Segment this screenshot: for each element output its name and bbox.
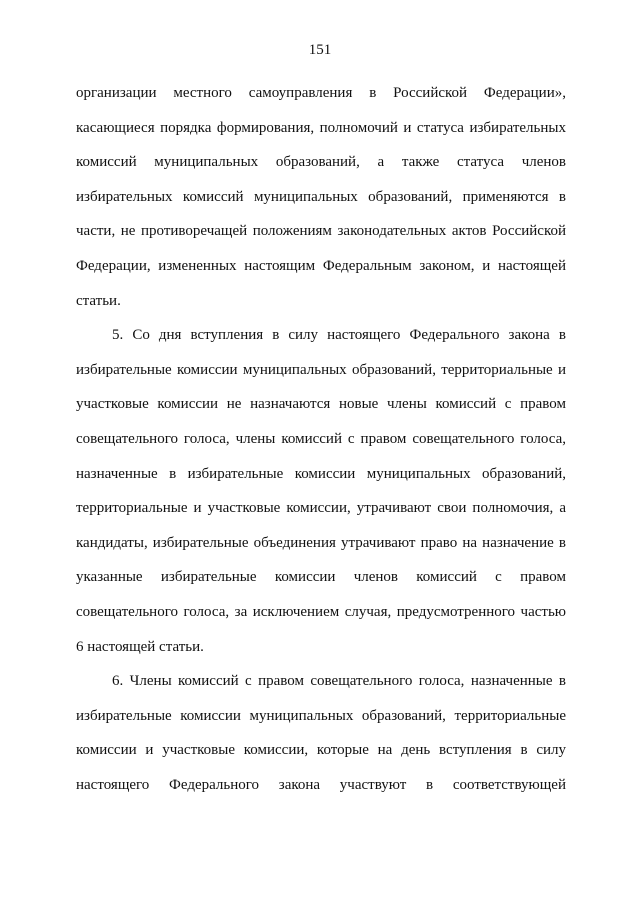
text-line: совещательного голоса, за исключением случая, предусмотренного частью — [76, 603, 566, 620]
text-line: территориальные и участковые комиссии, утрачивают свои полномочия, а — [76, 500, 566, 517]
text-line: совещательного голоса, члены комиссий с правом совещательного голоса, — [76, 430, 566, 447]
text-line: избирательные комиссии муниципальных образований, территориальные и — [76, 361, 566, 378]
text-line: 6 настоящей статьи. — [76, 638, 204, 655]
paragraph-1 — [76, 76, 566, 318]
text-line: указанные избирательные комиссии членов комиссий с правом — [76, 569, 566, 586]
text-line: комиссий муниципальных образований, а также статуса членов — [76, 154, 566, 171]
document-body — [76, 76, 566, 802]
text-line: 6. Члены комиссий с правом совещательного голоса, назначенные в — [112, 673, 566, 690]
text-line: избирательные комиссии муниципальных образований, территориальные — [76, 707, 566, 724]
text-line: кандидаты, избирательные объединения утрачивают право на назначение в — [76, 534, 566, 551]
text-line: организации местного самоуправления в Российской Федерации», — [76, 85, 566, 101]
paragraph-item-5 — [76, 318, 566, 664]
text-line: назначенные в избирательные комиссии муниципальных образований, — [76, 465, 566, 482]
text-line: части, не противоречащей положениям законодательных актов Российской — [76, 223, 566, 240]
text-line: 5. Со дня вступления в силу настоящего Федерального закона в — [112, 327, 566, 344]
text-line: избирательных комиссий муниципальных образований, применяются в — [76, 188, 566, 205]
text-line: комиссии и участковые комиссии, которые на день вступления в силу — [76, 742, 566, 759]
page-number: 151 — [308, 42, 332, 58]
text-line: Федерации, измененных настоящим Федеральным законом, и настоящей — [76, 257, 566, 274]
text-line: настоящего Федерального закона участвуют в соответствующей — [76, 776, 566, 793]
paragraph-item-6 — [76, 664, 566, 802]
text-line: статьи. — [76, 292, 121, 309]
text-line: касающиеся порядка формирования, полномочий и статуса избирательных — [76, 119, 566, 136]
text-line: участковые комиссии не назначаются новые члены комиссий с правом — [76, 396, 566, 413]
